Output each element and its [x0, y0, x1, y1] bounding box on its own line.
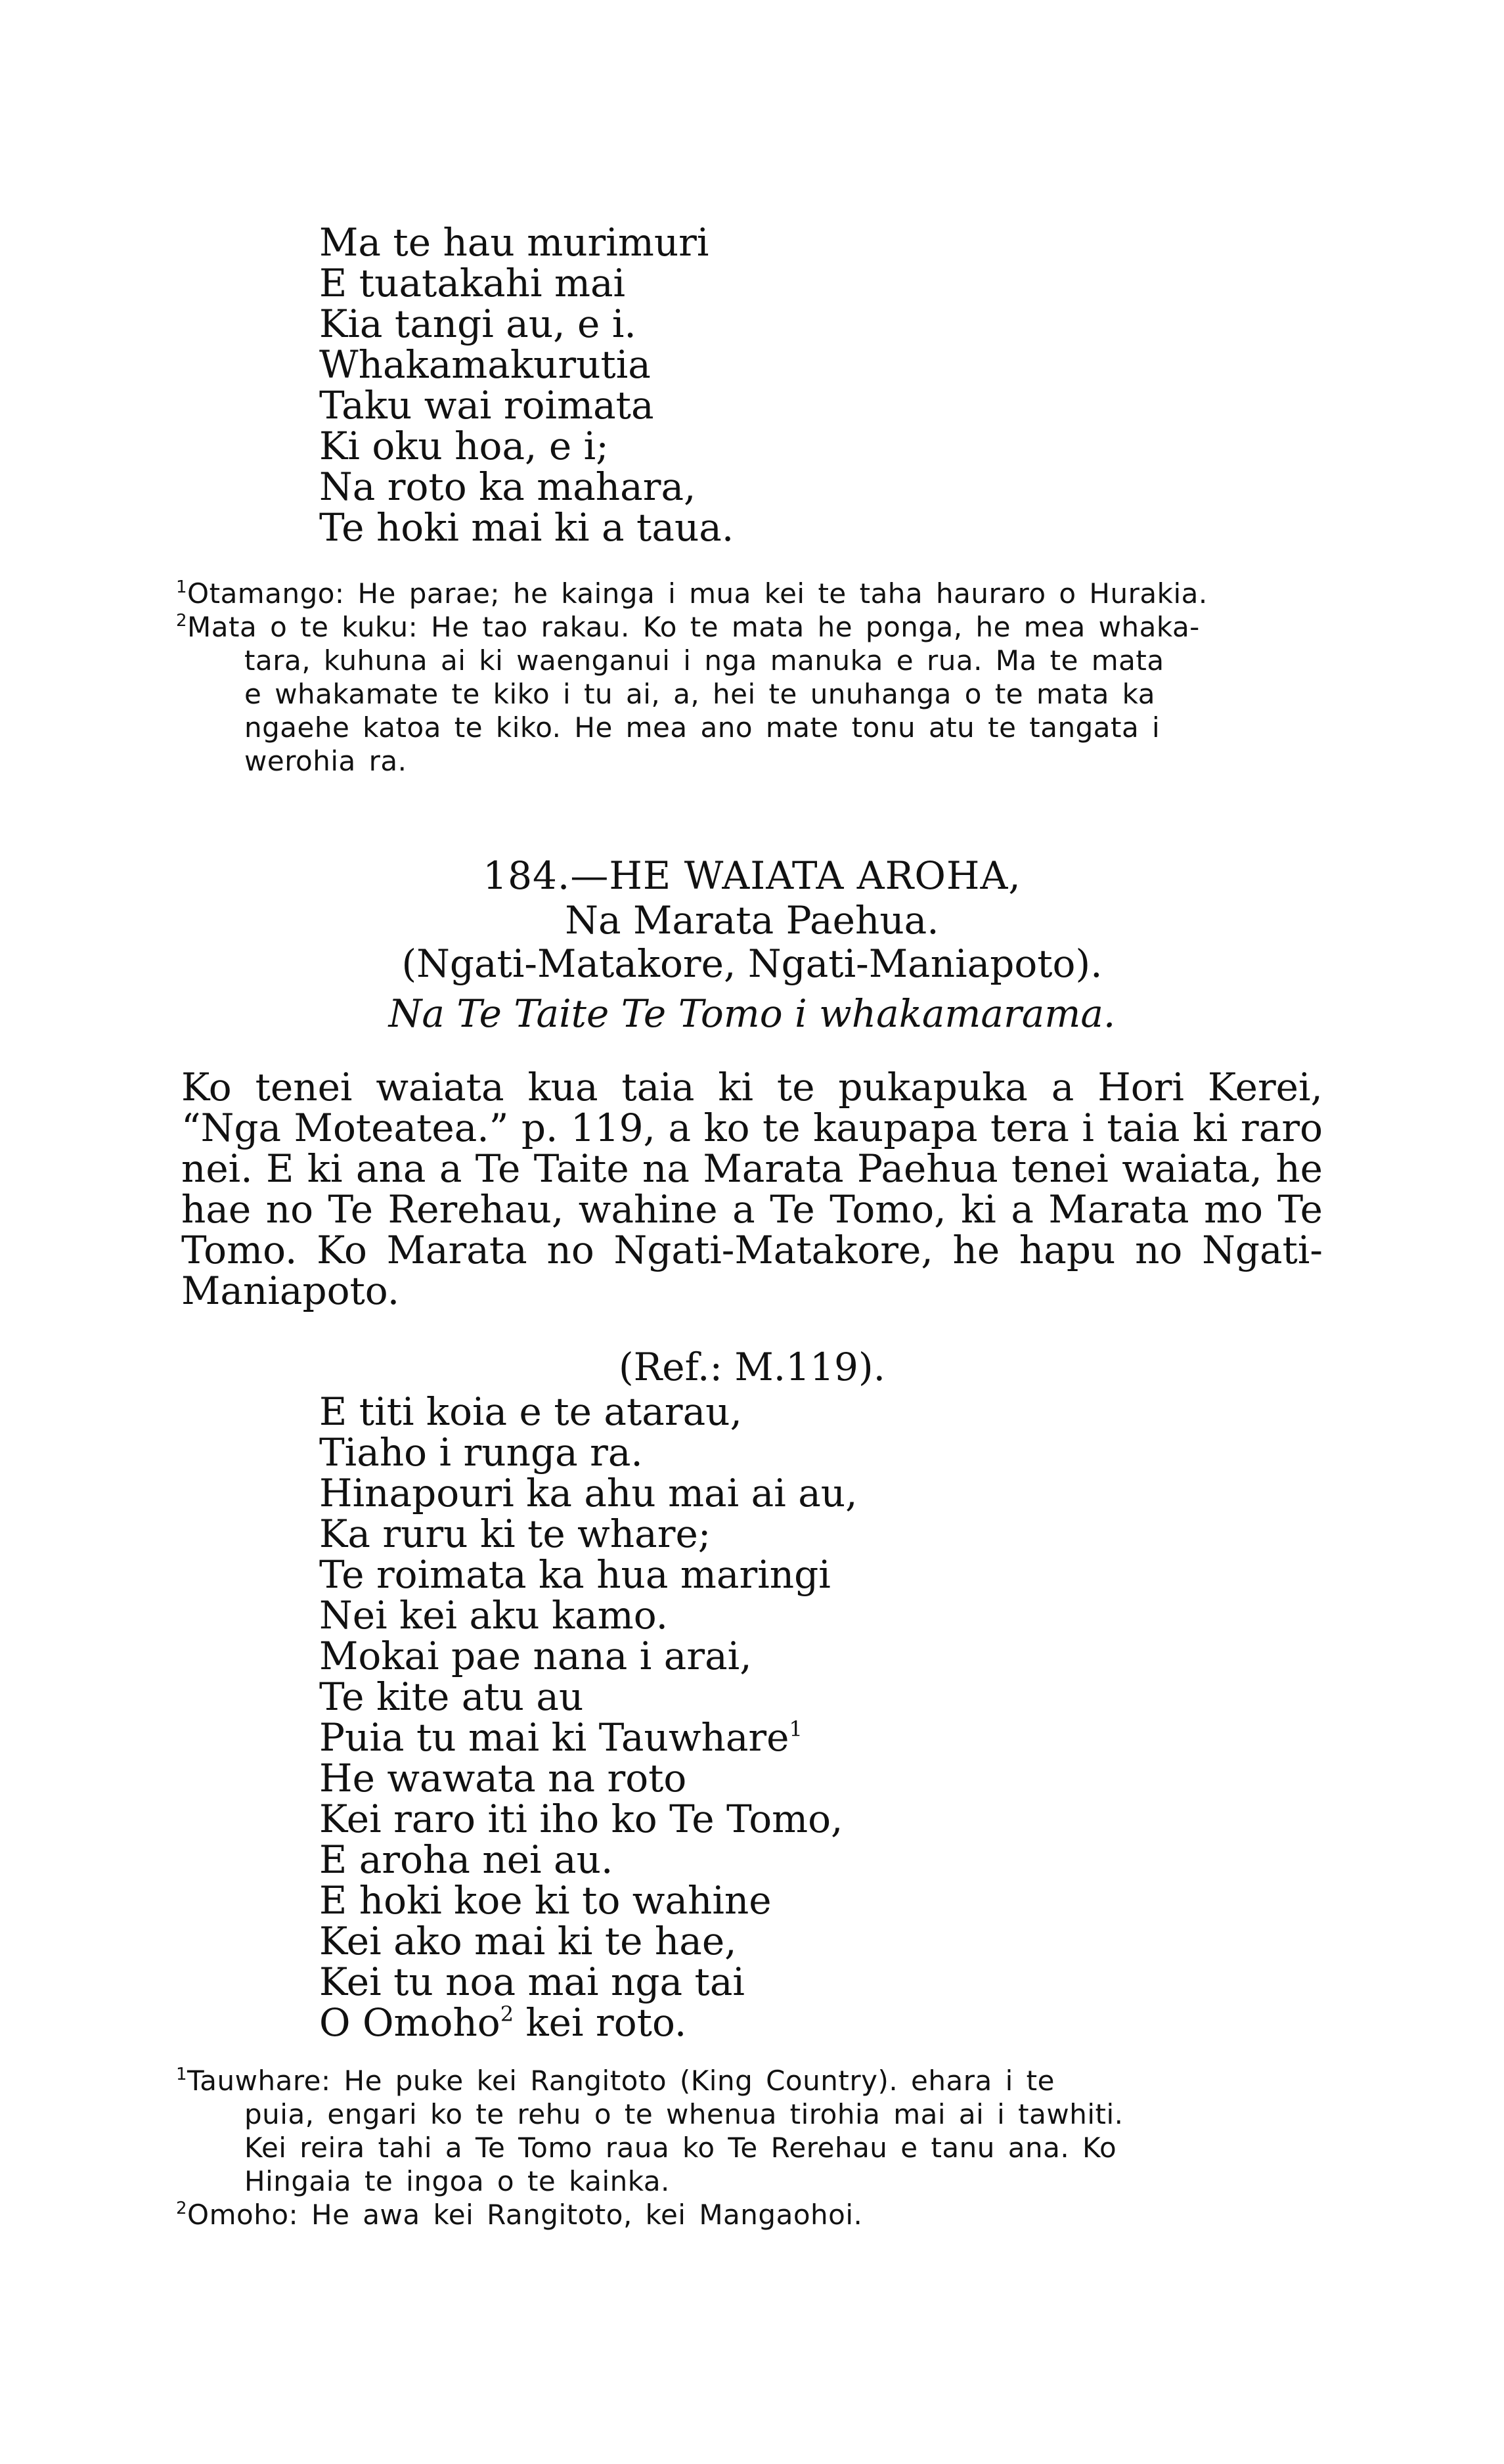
- verse-line: Kei tu noa mai nga tai: [319, 1960, 745, 2004]
- verse-text: O Omoho: [319, 2000, 500, 2045]
- footnote-continuation: tara, kuhuna ai ki waenganui i nga manuka e rua. Ma te mata: [244, 644, 1164, 677]
- verse-line: Tiaho i runga ra.: [319, 1430, 643, 1475]
- verse-line: E titi koia e te atarau,: [319, 1389, 742, 1434]
- footnote-text: Mata o te kuku: He tao rakau. Ko te mata he ponga, he mea whaka-: [187, 611, 1200, 643]
- footnote-continuation: puia, engari ko te rehu o te whenua tirohia mai ai i tawhiti.: [244, 2098, 1124, 2130]
- verse-line: Te roimata ka hua maringi: [319, 1552, 831, 1597]
- verse-line: Ki oku hoa, e i;: [319, 424, 609, 468]
- footnote-tauwhare: [176, 2064, 1124, 2097]
- verse-line: [319, 1717, 858, 1758]
- footnote-reference: 2: [500, 2002, 514, 2027]
- verse-1: [319, 222, 734, 548]
- footnote-otamango: [176, 577, 1208, 610]
- verse-line: Kei ako mai ki te hae,: [319, 1919, 737, 1963]
- verse-line: Kia tangi au, e i.: [319, 302, 636, 346]
- intro-line: nei. E ki ana a Te Taite na Marata Paehua tenei waiata, he: [181, 1146, 1323, 1191]
- footnote-continuation: Hingaia te ingoa o te kainka.: [244, 2165, 670, 2197]
- verse-line: E aroha nei au.: [319, 1837, 613, 1882]
- intro-paragraph: [181, 1067, 1323, 1311]
- footnote-omoho: [176, 2198, 1124, 2231]
- verse-line: Ka ruru ki te whare;: [319, 1512, 711, 1556]
- footnotes-2: [176, 2064, 1124, 2231]
- footnote-continuation: e whakamate te kiko i tu ai, a, hei te unuhanga o te mata ka: [244, 678, 1156, 710]
- footnote-continuation: ngaehe katoa te kiko. He mea ano mate tonu atu te tangata i: [244, 711, 1161, 744]
- intro-line: Tomo. Ko Marata no Ngati-Matakore, he hapu no Ngati-: [181, 1228, 1323, 1272]
- footnote-continuation: werohia ra.: [244, 745, 407, 777]
- intro-line: Ko tenei waiata kua taia ki te pukapuka a Hori Kerei,: [181, 1065, 1323, 1109]
- footnote-marker: 2: [176, 2199, 188, 2218]
- song-composer: Na Marata Paehua.: [565, 898, 939, 943]
- verse-line: Taku wai roimata: [319, 383, 654, 428]
- reference: (Ref.: M.119).: [618, 1345, 886, 1389]
- footnotes-1: [176, 577, 1208, 778]
- footnote-text: Otamango: He parae; he kainga i mua kei te taha hauraro o Hurakia.: [187, 577, 1208, 610]
- intro-line: hae no Te Rerehau, wahine a Te Tomo, ki a Marata mo Te: [181, 1187, 1323, 1232]
- verse-2: [319, 1391, 858, 2043]
- intro-line: Maniapoto.: [181, 1268, 400, 1313]
- song-tribe: (Ngati-Matakore, Ngati-Maniapoto).: [401, 941, 1103, 986]
- verse-line: Kei raro iti iho ko Te Tomo,: [319, 1797, 843, 1841]
- verse-line: Nei kei aku kamo.: [319, 1593, 669, 1638]
- verse-line: Hinapouri ka ahu mai ai au,: [319, 1471, 858, 1515]
- song-title: 184.—HE WAIATA AROHA,: [483, 853, 1021, 898]
- song-explained-by: Na Te Taite Te Tomo i whakamarama.: [388, 991, 1116, 1036]
- footnote-mata-o-te-kuku: [176, 610, 1208, 644]
- verse-text: kei roto.: [514, 2000, 687, 2045]
- verse-line: He wawata na roto: [319, 1756, 687, 1801]
- verse-line: Na roto ka mahara,: [319, 464, 696, 509]
- intro-line: “Nga Moteatea.” p. 119, a ko te kaupapa tera i taia ki raro: [181, 1106, 1323, 1150]
- verse-text: Puia tu mai ki Tauwhare: [319, 1715, 789, 1760]
- footnote-text: Omoho: He awa kei Rangitoto, kei Mangaohoi.: [187, 2199, 863, 2231]
- footnote-text: Tauwhare: He puke kei Rangitoto (King Country). ehara i te: [187, 2065, 1055, 2097]
- verse-line: E hoki koe ki to wahine: [319, 1878, 772, 1923]
- footnote-marker: 1: [176, 577, 188, 597]
- verse-line: E tuatakahi mai: [319, 261, 626, 305]
- verse-line: Te kite atu au: [319, 1674, 584, 1719]
- verse-line: Ma te hau murimuri: [319, 220, 709, 265]
- footnote-marker: 2: [176, 611, 188, 631]
- verse-line: Whakamakurutia: [319, 342, 651, 387]
- verse-line: [319, 2002, 858, 2043]
- footnote-marker: 1: [176, 2065, 188, 2084]
- footnote-continuation: Kei reira tahi a Te Tomo raua ko Te Rerehau e tanu ana. Ko: [244, 2132, 1117, 2164]
- verse-line: Mokai pae nana i arai,: [319, 1634, 752, 1678]
- footnote-reference: 1: [789, 1716, 803, 1741]
- verse-line: Te hoki mai ki a taua.: [319, 505, 734, 550]
